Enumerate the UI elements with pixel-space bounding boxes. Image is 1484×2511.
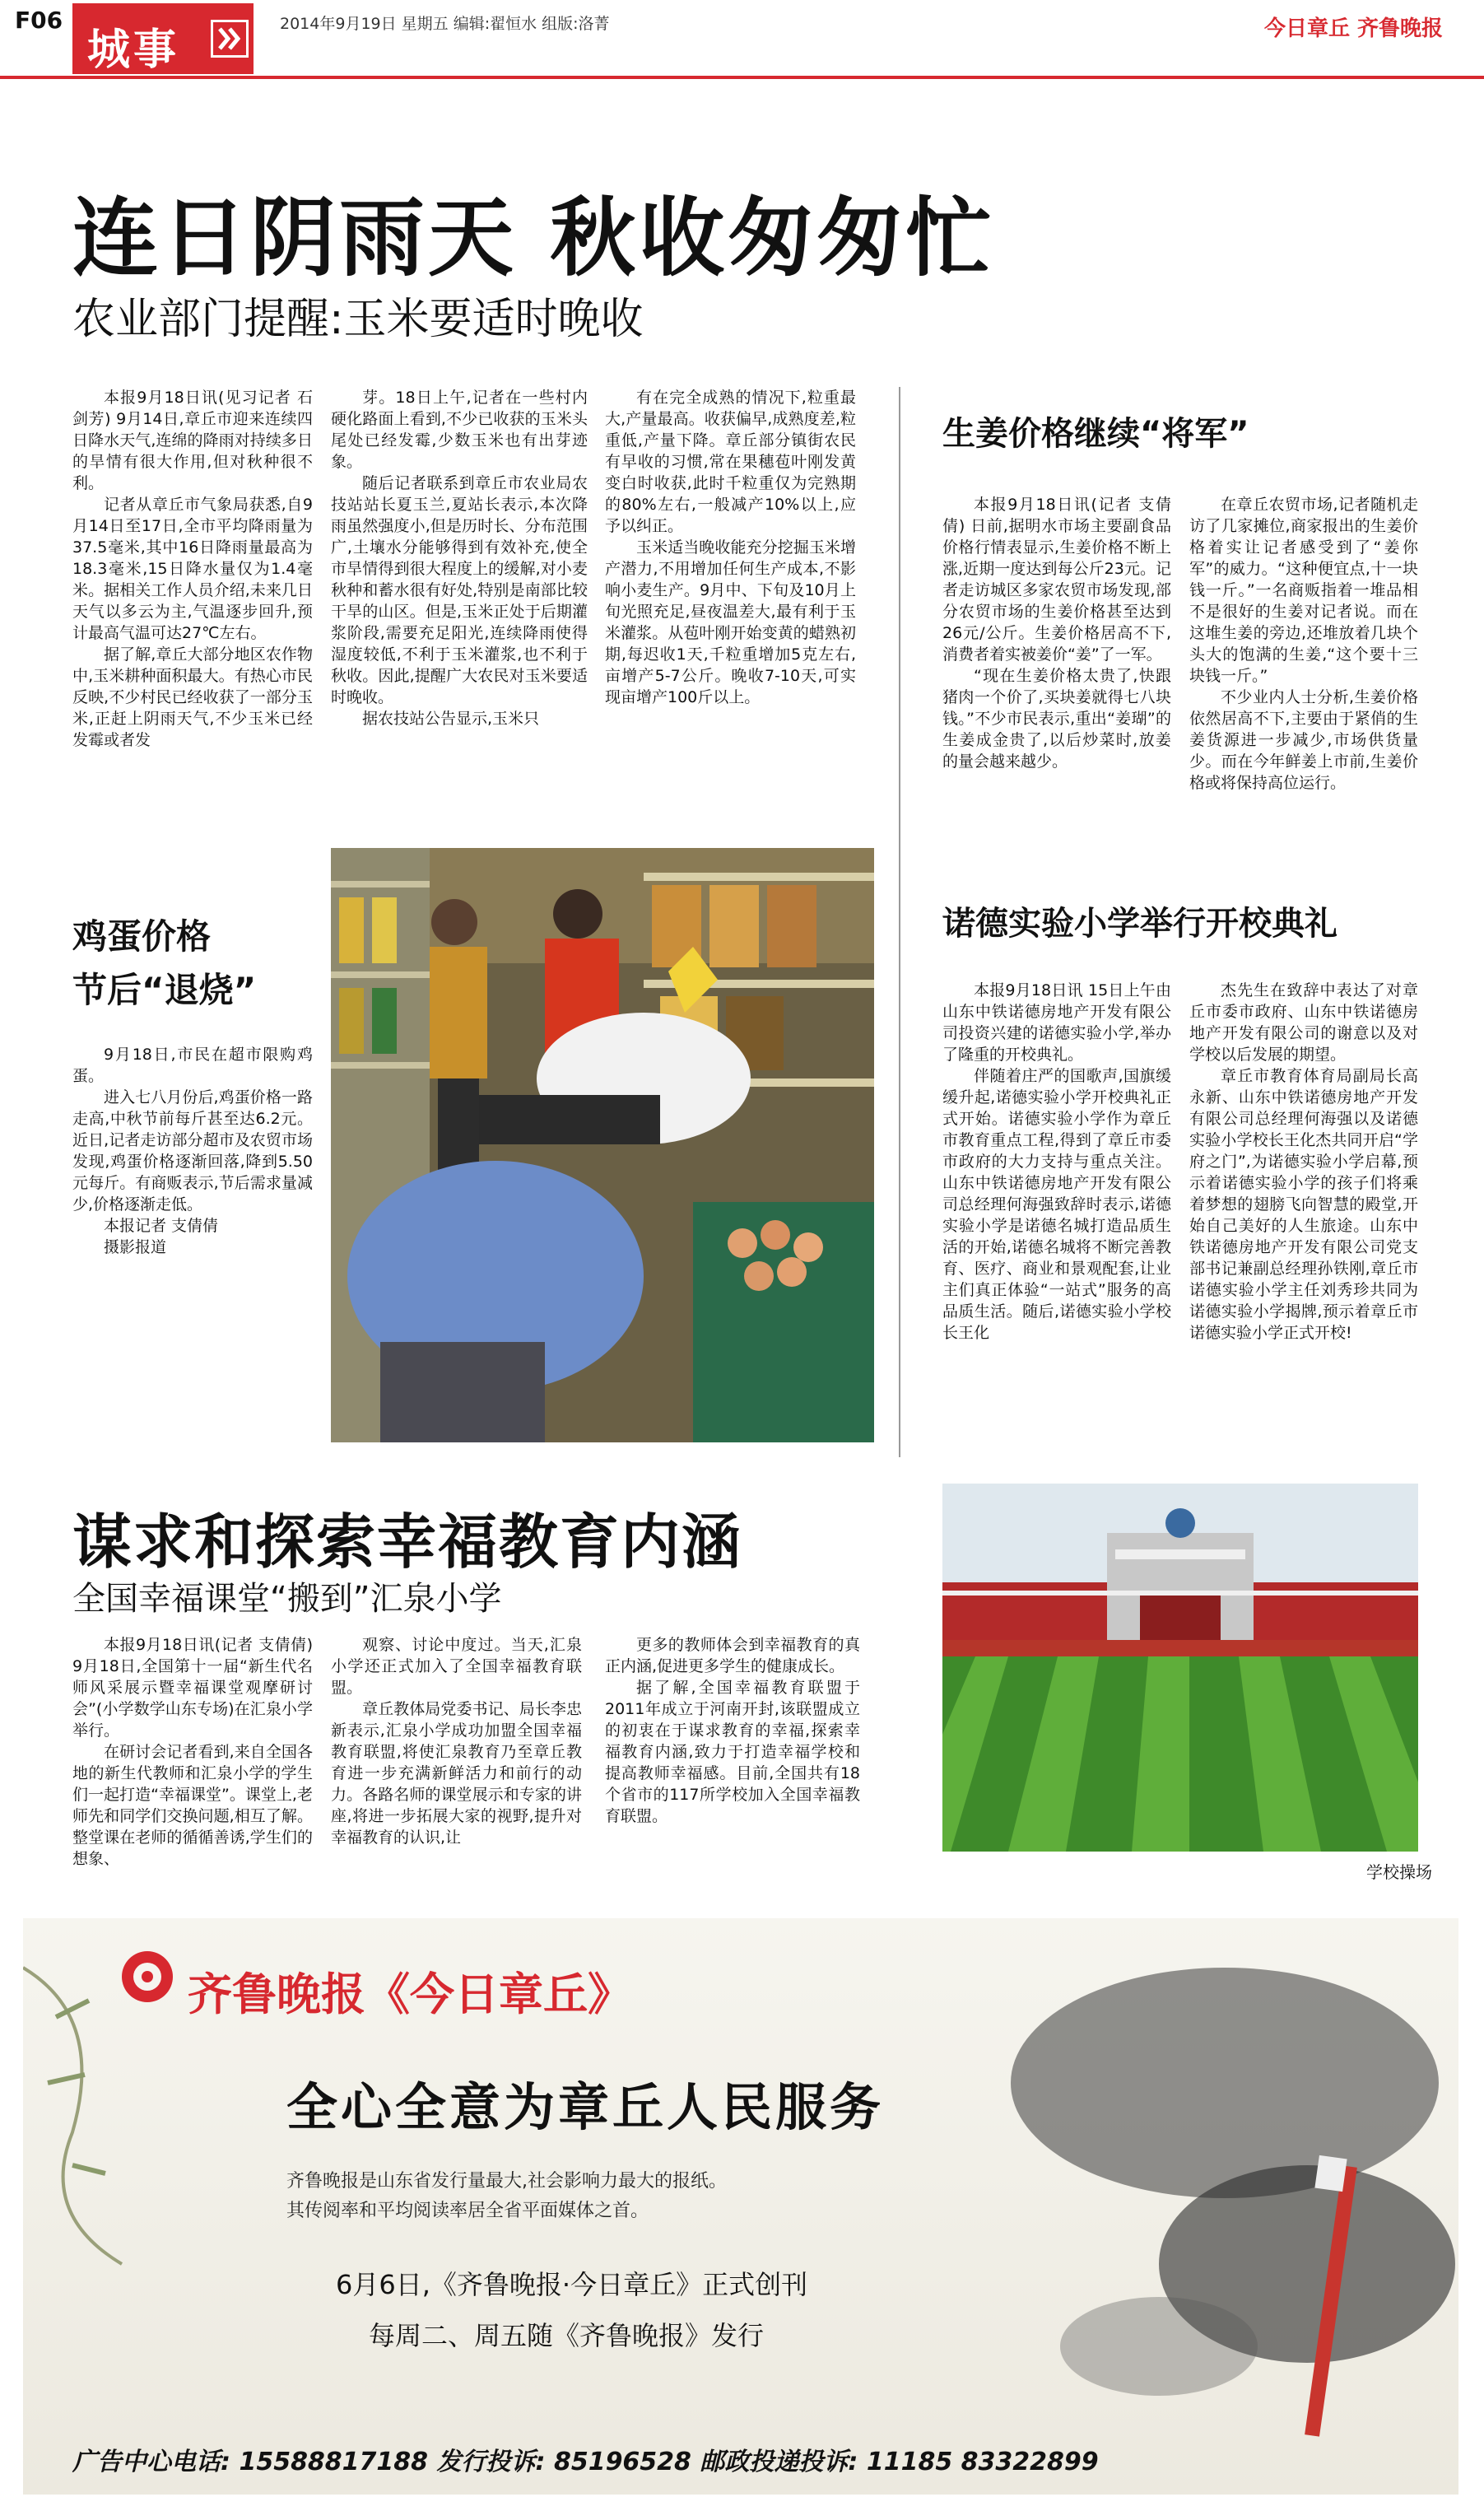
paragraph: 本报9月18日讯(见习记者 石剑芳) 9月14日,章丘市迎来连续四日降水天气,连绵的降雨对持续多日的旱情有很大作用,但对秋种很不利。	[72, 389, 313, 492]
ad-launch-line: 6月6日,《齐鲁晚报·今日章丘》正式创刊	[336, 2269, 808, 2300]
newspaper-logo-icon	[122, 1951, 173, 2002]
ad-schedule-line: 每周二、周五随《齐鲁晚报》发行	[369, 2320, 765, 2351]
paragraph: 玉米适当晚收能充分挖掘玉米增产潜力,不用增加任何生产成本,不影响小麦生产。9月中、下旬及10月上旬光照充足,昼夜温差大,最有利于玉米灌浆。从苞叶刚开始变黄的蜡熟初期,每迟收1天,千粒重增加5克左右,亩增产5-7公斤。晚收7-10天,可实现亩增产100斤以上。	[605, 538, 856, 706]
ginger-title: 生姜价格继续“将军”	[942, 415, 1249, 453]
section-name: 城事	[87, 26, 180, 75]
edu-col-2	[331, 1634, 582, 1848]
paragraph: 本报9月18日讯(记者 支倩倩) 9月18日,全国第十一届“新生代名师风采展示暨幸福课堂观摩研讨会”(小学数学山东专场)在汇泉小学举行。	[72, 1636, 313, 1740]
paragraph: 本报9月18日讯(记者 支倩倩) 日前,据明水市场主要副食品价格行情表显示,生姜价格不断上涨,近期一度达到每公斤23元。记者走访城区多家农贸市场发现,部分农贸市场的生姜价格甚至达到26元/公斤。生姜价格居高不下,消费者着实被姜价“姜”了一军。	[942, 496, 1171, 664]
byline: 摄影报道	[104, 1238, 167, 1256]
edu-col-3	[605, 1634, 860, 1827]
byline: 本报记者 支倩倩	[104, 1217, 219, 1235]
paragraph: 观察、讨论中度过。当天,汇泉小学还正式加入了全国幸福教育联盟。	[331, 1636, 582, 1697]
paragraph: “现在生姜价格太贵了,快跟猪肉一个价了,买块姜就得七八块钱。”不少市民表示,重出“姜瑚”的生姜成金贵了,以后炒菜时,放姜的量会越来越少。	[942, 667, 1171, 771]
paragraph: 更多的教师体会到幸福教育的真正内涵,促进更多学生的健康成长。	[605, 1636, 860, 1675]
issue-meta: 2014年9月19日 星期五 编辑:翟恒水 组版:洛菁	[280, 15, 610, 33]
paragraph: 随后记者联系到章丘市农业局农技站站长夏玉兰,夏站长表示,本次降雨虽然强度小,但是历时长、分布范围广,土壤水分能够得到有效补充,使全市旱情得到很大程度上的缓解,对小麦秋种和蓄水很有好处,特别是南部比较干旱的山区。但是,玉米正处于后期灌浆阶段,需要充足阳光,连续降雨使得湿度较低,不利于玉米灌浆,也不利于秋收。因此,提醒广大农民对玉米要适时晚收。	[331, 474, 588, 706]
paragraph: 在章丘农贸市场,记者随机走访了几家摊位,商家报出的生姜价格着实让记者感受到了“姜你军”的威力。“这种便宜点,十一块钱一斤。”一名商贩指着一堆品相不是很好的生姜对记者说。而在这堆生姜的旁边,还堆放着几块个头大的饱满的生姜,“这个要十三块钱一斤。”	[1189, 496, 1418, 685]
school-col-2	[1189, 980, 1418, 1344]
school-playground-photo	[942, 1484, 1418, 1852]
school-title: 诺德实验小学举行开校典礼	[942, 905, 1337, 943]
edu-col-1	[72, 1634, 313, 1870]
paragraph: 本报9月18日讯 15日上午由山东中铁诺德房地产开发有限公司投资兴建的诺德实验小学,举办了隆重的开校典礼。	[942, 981, 1171, 1064]
paragraph: 据农技站公告显示,玉米只	[362, 710, 540, 728]
masthead-brand: 今日章丘 齐鲁晚报	[1263, 16, 1443, 41]
paragraph: 芽。18日上午,记者在一些村内硬化路面上看到,不少已收获的玉米头尾处已经发霉,少数玉米也有出芽迹象。	[331, 389, 588, 471]
supermarket-photo	[331, 848, 874, 1442]
lead-col-2	[331, 387, 588, 729]
eggs-title-line-1: 鸡蛋价格	[72, 916, 212, 957]
paragraph: 据了解,章丘大部分地区农作物中,玉米耕种面积最大。有热心市民反映,不少村民已经收获了一部分玉米,正赶上阴雨天气,不少玉米已经发霉或者发	[72, 645, 313, 749]
paragraph: 不少业内人士分析,生姜价格依然居高不下,主要由于紧俏的生姜货源进一步减少,市场供货量少。而在今年鲜姜上市前,生姜价格或将保持高位运行。	[1189, 688, 1418, 792]
header-rule	[0, 76, 1484, 79]
lead-headline: 连日阴雨天 秋收匆匆忙	[72, 188, 995, 288]
page-number: F06	[15, 7, 63, 34]
ad-slogan: 全心全意为章丘人民服务	[286, 2077, 885, 2137]
edu-headline: 谋求和探索幸福教育内涵	[72, 1507, 743, 1577]
ginger-col-1	[942, 494, 1171, 772]
chevron-right-icon	[211, 20, 249, 58]
lead-col-3	[605, 387, 856, 708]
section-tag	[72, 3, 254, 74]
ad-contact-footer: 广告中心电话: 15588817188 发行投诉: 85196528 邮政投递投诉: 11185 83322899	[72, 2448, 1099, 2476]
paragraph: 章丘市教育体育局副局长高永新、山东中铁诺德房地产开发有限公司总经理何海强以及诺德实验小学校长王化杰共同开启“学府之门”,为诺德实验小学启幕,预示着诺德实验小学的孩子们将乘着梦想的翅膀飞向智慧的殿堂,开始自己美好的人生旅途。山东中铁诺德房地产开发有限公司党支部书记兼副总经理孙铁刚,章丘市诺德实验小学主任刘秀珍共同为诺德实验小学揭牌,预示着章丘市诺德实验小学正式开校!	[1189, 1067, 1418, 1342]
photo-caption: 学校操场	[1366, 1862, 1432, 1882]
ad-description-line: 齐鲁晚报是山东省发行量最大,社会影响力最大的报纸。	[286, 2171, 727, 2192]
paragraph: 杰先生在致辞中表达了对章丘市委市政府、山东中铁诺德房地产开发有限公司的谢意以及对学校以后发展的期望。	[1189, 981, 1418, 1064]
paragraph: 有在完全成熟的情况下,粒重最大,产量最高。收获偏早,成熟度差,粒重低,产量下降。章丘部分镇街农民有早收的习惯,常在果穗苞叶刚发黄变白时收获,此时千粒重仅为完熟期的80%左右,一般减产10%以上,应予以纠正。	[605, 389, 856, 535]
ginger-col-2	[1189, 494, 1418, 794]
eggs-body	[72, 1044, 313, 1258]
paragraph: 在研讨会记者看到,来自全国各地的新生代教师和汇泉小学的学生们一起打造“幸福课堂”。课堂上,老师先和同学们交换问题,相互了解。整堂课在老师的循循善诱,学生们的想象、	[72, 1743, 313, 1868]
paragraph: 章丘教体局党委书记、局长李忠新表示,汇泉小学成功加盟全国幸福教育联盟,将使汇泉教育乃至章丘教育进一步充满新鲜活力和前行的动力。各路名师的课堂展示和专家的讲座,将进一步拓展大家的视野,提升对幸福教育的认识,让	[331, 1700, 582, 1847]
lead-col-1	[72, 387, 313, 751]
paragraph: 9月18日,市民在超市限购鸡蛋。	[72, 1046, 313, 1085]
ad-description-line: 其传阅率和平均阅读率居全省平面媒体之首。	[286, 2201, 649, 2221]
ad-banner	[23, 1918, 1458, 2495]
ad-brand: 齐鲁晚报《今日章丘》	[188, 1968, 632, 2020]
paragraph: 伴随着庄严的国歌声,国旗缓缓升起,诺德实验小学开校典礼正式开始。诺德实验小学作为章丘市教育重点工程,得到了章丘市委市政府的大力支持与重点关注。山东中铁诺德房地产开发有限公司总经理何海强致辞时表示,诺德实验小学是诺德名城打造品质生活的开始,诺德名城将不断完善教育、医疗、商业和景观配套,让业主们真正体验“一站式”服务的高品质生活。随后,诺德实验小学校长王化	[942, 1067, 1171, 1342]
column-divider	[899, 387, 900, 1457]
eggs-title-line-2: 节后“退烧”	[72, 970, 257, 1010]
lead-subhead: 农业部门提醒:玉米要适时晚收	[72, 295, 644, 344]
edu-subhead: 全国幸福课堂“搬到”汇泉小学	[72, 1580, 502, 1618]
ad-description	[286, 2167, 727, 2226]
paragraph: 进入七八月份后,鸡蛋价格一路走高,中秋节前每斤甚至达6.2元。近日,记者走访部分超市及农贸市场发现,鸡蛋价格逐渐回落,降到5.50元每斤。有商贩表示,节后需求量减少,价格逐渐走低。	[72, 1088, 313, 1214]
paragraph: 记者从章丘市气象局获悉,自9月14日至17日,全市平均降雨量为37.5毫米,其中16日降雨量最高为18.3毫米,15日降水量仅为1.4毫米。据相关工作人员介绍,未来几日天气以多云为主,气温逐步回升,预计最高气温可达27℃左右。	[72, 496, 313, 642]
school-col-1	[942, 980, 1171, 1344]
paragraph: 据了解,全国幸福教育联盟于2011年成立于河南开封,该联盟成立的初衷在于谋求教育的幸福,探索幸福教育内涵,致力于打造幸福学校和提高教师幸福感。目前,全国共有18个省市的117所学校加入全国幸福教育联盟。	[605, 1679, 860, 1825]
